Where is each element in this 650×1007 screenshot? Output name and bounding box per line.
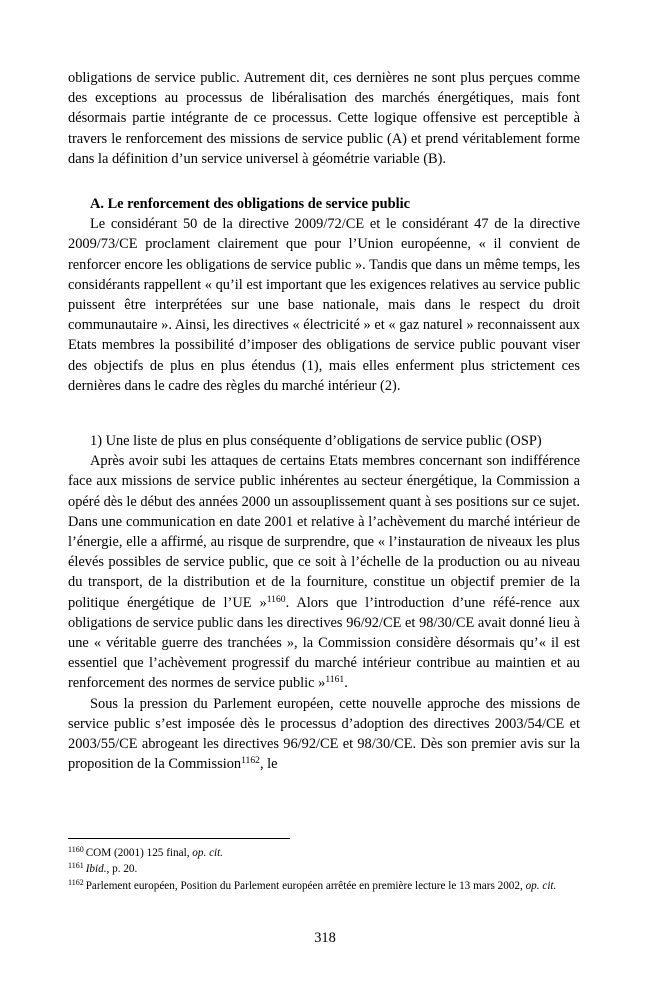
- page-number: 318: [314, 930, 336, 946]
- subsection-heading-1: 1) Une liste de plus en plus conséquente d’obligations de service public (OSP): [90, 433, 542, 450]
- footnote-item: [68, 879, 580, 894]
- footnote-marker: 1161: [68, 861, 84, 871]
- spacer-before-subsection: [68, 396, 580, 431]
- footnote-text-italic: Ibid.,: [85, 863, 110, 876]
- paragraph-commission-assouplissement: [68, 451, 580, 693]
- footnote-separator-rule: [68, 838, 290, 839]
- spacer-before-heading: [68, 169, 580, 194]
- paragraph-text-part-b: . Alors que l’introduction d’une réfé-rence aux obligations de service public dans les directives 96/92/CE et 98/30/CE avait donné lieu à une « véritable guerre des tranchées », la Commission considère désormais qu’« il est essentiel que l’achèvement progressif du marché intérieur contribue au maintien et au renforcement des normes de service public »: [68, 594, 581, 692]
- footnote-text-roman: Parlement européen, Position du Parlement européen arrêtée en première lecture le 13 mars 2002,: [85, 879, 526, 892]
- footnote-text-italic: op. cit.: [192, 847, 224, 859]
- footnote-reference-1160[interactable]: 1160: [266, 593, 286, 605]
- paragraph-continuation: obligations de service public. Autrement dit, ces dernières ne sont plus perçues comme des exceptions au processus de libéralisation des marchés énergétiques, mais font désormais partie intégrante de ce processus. Cette logique offensive est perceptible à travers le renforcement des missions de service public (A) et prend véritablement forme dans la définition d’un service universel à géométrie variable (B).: [68, 70, 580, 167]
- page-body-text: [68, 68, 580, 775]
- footnote-item: [68, 846, 580, 861]
- section-heading-a: A. Le renforcement des obligations de service public: [90, 196, 411, 213]
- footnote-item: [68, 862, 580, 877]
- footnote-reference-1162[interactable]: 1162: [241, 755, 260, 767]
- footnote-area: [68, 838, 580, 895]
- footnote-reference-1161[interactable]: 1161: [325, 674, 345, 686]
- paragraph-text-part-a: Sous la pression du Parlement européen, cette nouvelle approche des missions de service public s’est imposée dès le processus d’adoption des directives 2003/54/CE et 2003/55/CE abrogeant les directives 96/92/CE et 98/30/CE. Dès son premier avis sur la proposition de la Commission: [68, 695, 580, 773]
- footnote-text-roman-tail: p. 20.: [109, 863, 138, 876]
- footnote-marker: 1160: [68, 844, 84, 854]
- paragraph-text-part-c: .: [344, 675, 348, 692]
- paragraph-directives-considerants: Le considérant 50 de la directive 2009/72/CE et le considérant 47 de la directive 2009/73/CE proclament clairement que pour l’Union européenne, « il convient de renforcer encore les obligations de service public ». Tandis que dans un même temps, les considérants rappellent « qu’il est important que les exigences relatives au service public puissent être interprétées sur une base nationale, mais dans le respect du droit communautaire ». Ainsi, les directives « électricité » et « gaz naturel » reconnaissent aux Etats membres la possibilité d’imposer des obligations de service public pouvant viser des objectifs de plus en plus étendus (1), mais elles enferment plus strictement ces dernières dans le cadre des règles du marché intérieur (2).: [68, 216, 580, 394]
- footnote-text-italic: op. cit.: [525, 879, 557, 892]
- footnote-marker: 1162: [68, 877, 84, 887]
- paragraph-text-part-b: , le: [259, 756, 278, 773]
- paragraph-parlement-europeen: [68, 694, 580, 775]
- paragraph-text-part-a: Après avoir subi les attaques de certains Etats membres concernant son indifférence face aux missions de service public inhérentes au secteur énergétique, la Commission a opéré dès le début des années 2000 un assouplissement quant à ses positions sur ce sujet. Dans une communication en date 2001 et relative à l’achèvement du marché intérieur de l’énergie, elle a affirmé, au risque de surprendre, que « l’instauration de niveaux les plus élevés possibles de service public, que ce soit à l’échelle de la production ou au niveau du transport, de la distribution et de la fourniture, constitue un objectif premier de la politique énergétique de l’UE »: [68, 453, 580, 611]
- footnote-text-roman: COM (2001) 125 final,: [85, 847, 193, 859]
